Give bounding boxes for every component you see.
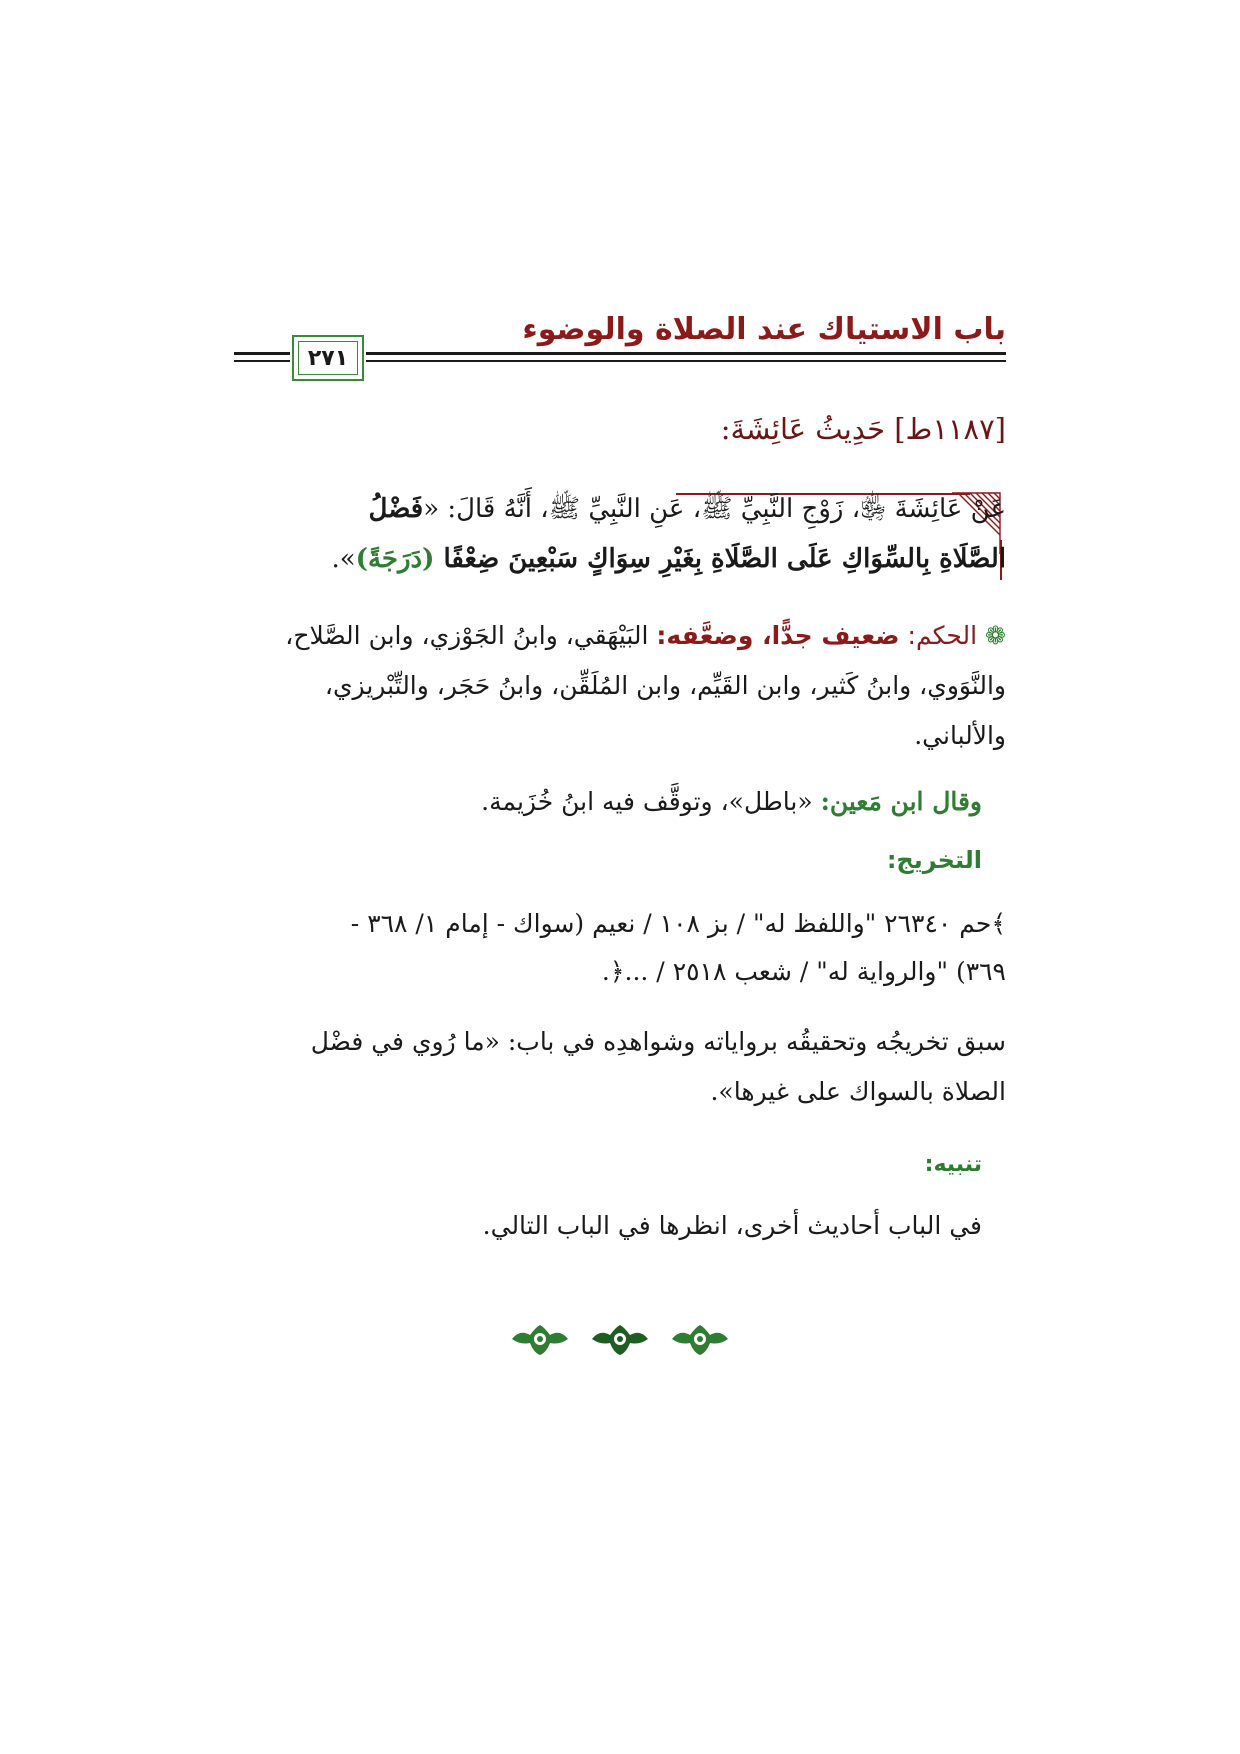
page-number-badge	[292, 335, 364, 381]
hadith-text-line-1	[369, 487, 1006, 531]
hadith-title: [١١٨٧ط] حَدِيثُ عَائِشَةَ:	[720, 412, 1006, 446]
tanbih-text: في الباب أحاديث أخرى، انظرها في الباب التالي.	[482, 1211, 982, 1240]
ruling-line-3: والألباني.	[914, 721, 1006, 750]
floral-divider-icon	[510, 1316, 730, 1362]
page-number: ٢٧١	[307, 345, 349, 371]
header-rule-right-top	[366, 352, 1006, 355]
previous-takhrij-line-2: الصلاة بالسواك على غيرها».	[710, 1077, 1006, 1106]
hadith-text-part: الصَّلَاةِ بِالسِّوَاكِ عَلَى الصَّلَاةِ بِغَيْرِ سِوَاكٍ سَبْعِينَ ضِعْفًا	[434, 544, 1006, 574]
takhrij-heading: التخريج:	[886, 846, 982, 874]
floral-ornament-right-icon	[670, 1319, 730, 1359]
ruling-label: الحكم:	[907, 621, 978, 650]
takhrij-line-2: ٣٦٩) "والرواية له" / شعب ٢٥١٨ / ...﴿.	[601, 957, 1006, 986]
ruling-line-1	[285, 614, 1006, 658]
previous-takhrij-line-1: سبق تخريجُه وتحقيقُه برواياته وشواهدِه في باب: «ما رُوي في فضْل	[310, 1027, 1006, 1056]
hadith-text-end: ».	[331, 544, 356, 574]
hadith-text-bold: فَضْلُ	[368, 494, 424, 524]
floral-ornament-left-icon	[510, 1319, 570, 1359]
flower-ornament-icon: ❁	[985, 621, 1006, 650]
hadith-text-part: عَنْ عَائِشَةَ ﵂، زَوْجِ النَّبِيِّ ﷺ، عَنِ النَّبِيِّ ﷺ، أَنَّهُ قَالَ: «	[423, 494, 1006, 524]
ibn-maeen-text: «باطل»، وتوقَّف فيه ابنُ خُزَيمة.	[481, 787, 821, 816]
hadith-text-line-2	[332, 537, 1007, 581]
floral-ornament-center-icon	[590, 1319, 650, 1359]
chapter-title: باب الاستياك عند الصلاة والوضوء	[522, 312, 1006, 347]
ibn-maeen-label: وقال ابن مَعين:	[820, 787, 982, 816]
ibn-maeen-line	[481, 780, 982, 824]
header-rule-left-bottom	[234, 360, 290, 362]
tanbih-heading: تنبيه:	[924, 1152, 982, 1177]
hadith-variant: (دَرَجَةً)	[355, 544, 435, 574]
ruling-verdict: ضعيف جدًّا، وضعَّفه:	[656, 621, 900, 650]
header-rule-left-top	[234, 352, 290, 355]
header-rule-right-bottom	[366, 360, 1006, 362]
ruling-text: البَيْهَقي، وابنُ الجَوْزي، وابن الصَّلاح،	[285, 621, 657, 650]
ruling-line-2: والنَّوَوي، وابنُ كَثير، وابن القَيِّم، وابن المُلَقِّن، وابنُ حَجَر، والتِّبْريزي،	[324, 671, 1006, 700]
takhrij-line-1: ﴾حم ٢٦٣٤٠ "واللفظ له" / بز ١٠٨ / نعيم (سواك - إمام ١/ ٣٦٨ -	[350, 909, 1006, 938]
